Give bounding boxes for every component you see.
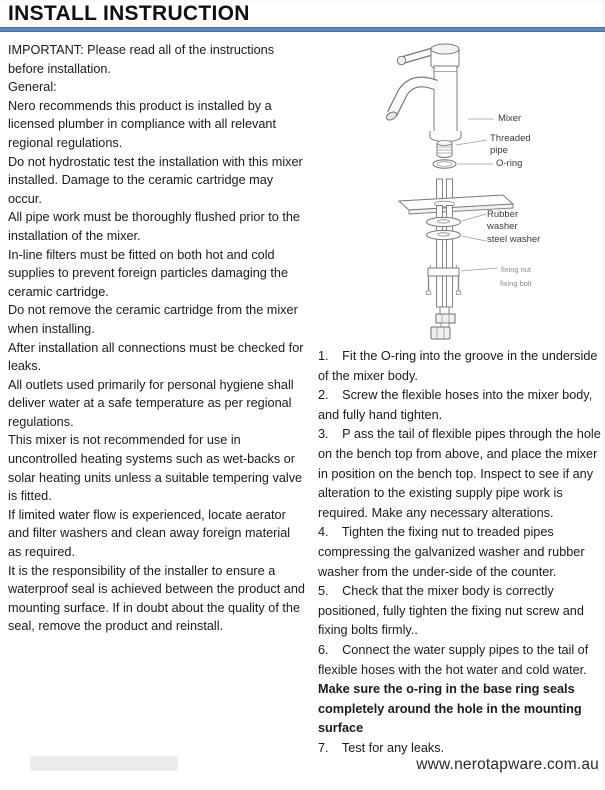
step-number: 6.: [318, 642, 329, 657]
threaded-pipe-label: Threaded pipe: [490, 133, 531, 156]
step-number: 2.: [318, 388, 329, 403]
step-item: [318, 523, 604, 582]
paragraph: After installation all connections must be checked for leaks.: [8, 340, 304, 374]
step-item: [318, 425, 604, 523]
step-text: Check that the mixer body is correctly positioned, fully tighten the fixing nut screw and fixing bolts firmly..: [318, 584, 584, 638]
step-item: [318, 386, 604, 425]
title-divider: [0, 27, 605, 32]
faucet-exploded-diagram: [330, 35, 605, 347]
step-text: Tighten the fixing nut to treaded pipes compressing the galvanized washer and rubber washer from the under-side of the counter.: [318, 525, 585, 579]
paragraph: Nero recommends this product is installed by a licensed plumber in compliance with all relevant regional regulations.: [8, 98, 276, 150]
steel-washer-shape: [427, 230, 461, 239]
step-item: [318, 347, 604, 386]
fixing-nut-label: fixing nut: [501, 265, 532, 274]
step-text: Screw the flexible hoses into the mixer body, and fully hand tighten.: [318, 388, 593, 422]
page-title: INSTALL INSTRUCTION: [8, 2, 250, 25]
fixing-nut-shape: [428, 265, 459, 276]
mixer-label: Mixer: [498, 113, 522, 124]
paragraph: All outlets used primarily for personal hygiene shall deliver water at a safe temperature as per regional regulations.: [8, 377, 294, 429]
step-number: 7.: [318, 740, 329, 755]
paragraph: If limited water flow is experienced, locate aerator and filter washers and clean away foreign material as required.: [8, 507, 291, 560]
mixer-handle: [397, 51, 434, 65]
paragraph: In-line filters must be fitted on both hot and cold supplies to prevent foreign particles damaging the ceramic cartridge.: [8, 247, 288, 299]
o-ring-shape: [433, 160, 456, 168]
step-text-emphasis: Make sure the o-ring in the base ring seals completely around the hole in the mounting surface: [318, 682, 582, 736]
paragraph: Do not remove the ceramic cartridge from the mixer when installing.: [8, 303, 298, 336]
step-text: Connect the water supply pipes to the tail of flexible hoses with the hot water and cold water.: [318, 642, 589, 677]
hose-tail-and-nuts: [431, 307, 455, 339]
step-text: Test for any leaks.: [341, 740, 445, 755]
scan-artifact: [30, 756, 178, 771]
step-item: [318, 582, 604, 641]
paragraph: General:: [8, 80, 57, 95]
step-text: P ass the tail of flexible pipes through the hole on the bench top from above, and place the mixer in position on the bench top. Inspect to see if any alteration to the existing supply pipe work is required. Make any necessary alterations.: [318, 427, 601, 520]
step-number: 5.: [318, 584, 329, 599]
step-text: Fit the O-ring into the groove in the underside of the mixer body.: [318, 349, 598, 383]
rubber-washer-label: Rubber washer: [487, 209, 519, 232]
website-url: www.nerotapware.com.au: [416, 756, 599, 773]
paragraph: All pipe work must be thoroughly flushed prior to the installation of the mixer.: [8, 210, 300, 243]
threaded-pipe-shape: [437, 141, 452, 158]
paragraph: This mixer is not recommended for use in uncontrolled heating systems such as wet-backs or solar heating units unless a suitable tempering valve is fitted.: [8, 433, 303, 504]
paragraph: Do not hydrostatic test the installation with this mixer installed. Damage to the ceramic cartridge may occur.: [8, 154, 303, 206]
steel-washer-label: steel washer: [487, 234, 541, 245]
general-instructions-column: [8, 41, 306, 636]
fixing-bolt-label: fixing bolt: [500, 279, 532, 288]
o-ring-label: O-ring: [496, 158, 523, 169]
step-number: 3.: [318, 427, 329, 442]
mixer-spout: [385, 82, 436, 122]
mixer-body: [434, 66, 457, 138]
installation-steps: [318, 347, 604, 758]
rubber-washer-shape: [427, 217, 461, 226]
faucet-illustration: [330, 35, 605, 347]
step-number: 1.: [318, 349, 329, 363]
step-item: [318, 641, 604, 739]
paragraph: It is the responsibility of the installer to ensure a waterproof seal is achieved between the product and mounting surface. If in doubt about the quality of the seal, remove the product and reinstall.: [8, 563, 305, 634]
mixer-base: [430, 131, 461, 142]
step-number: 4.: [318, 525, 329, 540]
fixing-bolt-shapes: [426, 276, 460, 294]
paragraph: IMPORTANT: Please read all of the instructions before installation.: [8, 43, 275, 76]
